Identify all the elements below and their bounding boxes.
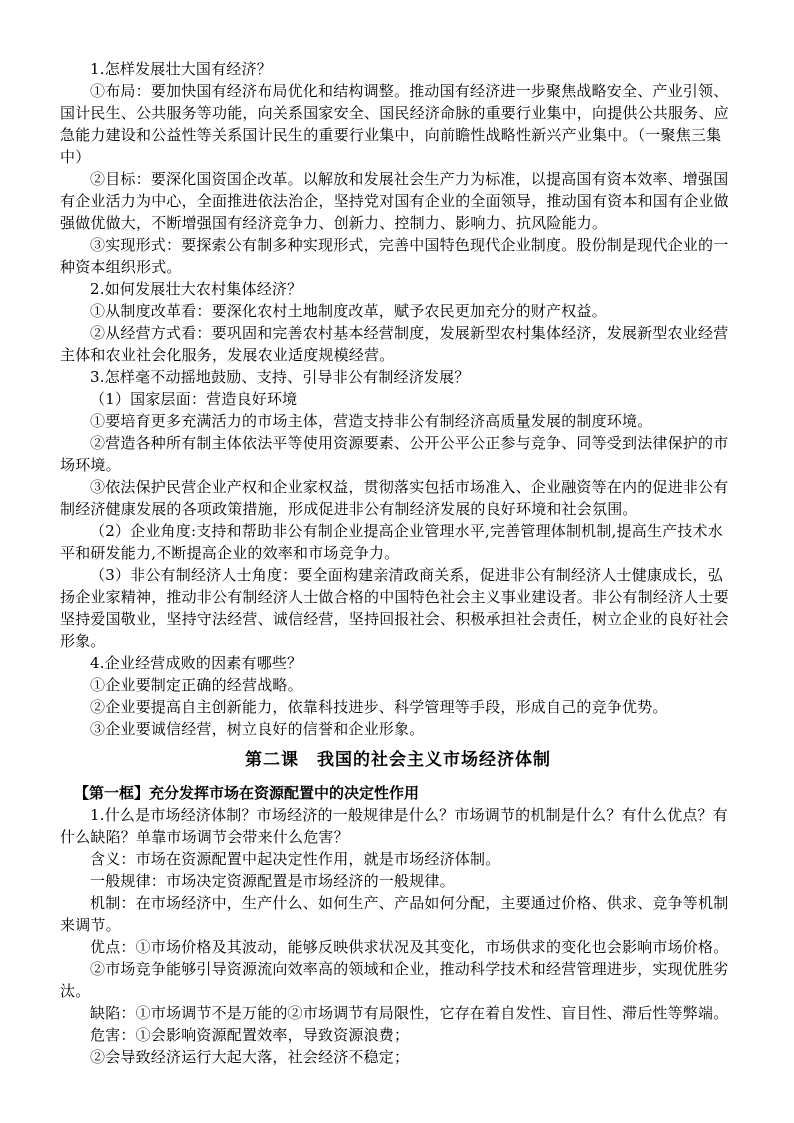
paragraph: （2）企业角度:支持和帮助非公有制企业提高企业管理水平,完善管理体制机制,提高生产技术水平和研发能力,不断提高企业的效率和市场竞争力。 bbox=[60, 522, 723, 562]
section-market-economy bbox=[60, 804, 736, 1068]
paragraph: （1）国家层面：营造良好环境 bbox=[90, 390, 298, 408]
paragraph: （3）非公有制经济人士角度：要全面构建亲清政商关系，促进非公有制经济人士健康成长，弘扬企业家精神，推动非公有制经济人士做合格的中国特色社会主义事业建设者。非公有制经济人士要坚持爱国敬业，坚持守法经营、诚信经营，坚持回报社会、积极承担社会责任，树立企业的良好社会形象。 bbox=[60, 566, 729, 650]
section-ownership-economy bbox=[60, 58, 736, 740]
paragraph: ②会导致经济运行大起大落，社会经济不稳定； bbox=[90, 1048, 410, 1066]
paragraph: ②目标：要深化国资国企改革。以解放和发展社会生产力为标准，以提高国有资本效率、增强国有企业活力为中心，全面推进依法治企，坚持党对国有企业的全面领导，推动国有资本和国有企业做强做优做大，不断增强国有经济竞争力、创新力、控制力、影响力、抗风险能力。 bbox=[60, 170, 729, 232]
paragraph: 1.怎样发展壮大国有经济？ bbox=[90, 60, 272, 78]
paragraph: 4.企业经营成败的因素有哪些？ bbox=[90, 654, 303, 672]
paragraph: 3.怎样毫不动摇地鼓励、支持、引导非公有制经济发展？ bbox=[90, 368, 470, 386]
paragraph: 危害：①会影响资源配置效率，导致资源浪费； bbox=[90, 1026, 410, 1044]
paragraph: 机制：在市场经济中，生产什么、如何生产、产品如何分配，主要通过价格、供求、竞争等机制来调节。 bbox=[60, 894, 729, 934]
document-page bbox=[60, 58, 736, 1068]
paragraph: 优点：①市场价格及其波动，能够反映供求状况及其变化，市场供求的变化也会影响市场价格。 bbox=[90, 938, 729, 956]
paragraph: ③企业要诚信经营，树立良好的信誉和企业形象。 bbox=[90, 720, 425, 738]
paragraph: 2.如何发展壮大农村集体经济？ bbox=[90, 280, 303, 298]
paragraph: ①布局：要加快国有经济布局优化和结构调整。推动国有经济进一步聚焦战略安全、产业引领、国计民生、公共服务等功能，向关系国家安全、国民经济命脉的重要行业集中，向提供公共服务、应急能力建设和公益性等关系国计民生的重要行业集中，向前瞻性战略性新兴产业集中。（一聚焦三集中） bbox=[60, 82, 729, 166]
paragraph: 缺陷：①市场调节不是万能的②市场调节有局限性，它存在着自发性、盲目性、滞后性等弊端。 bbox=[90, 1004, 729, 1022]
paragraph: 1.什么是市场经济体制？市场经济的一般规律是什么？市场调节的机制是什么？有什么优点？有什么缺陷？单靠市场调节会带来什么危害？ bbox=[60, 806, 728, 846]
paragraph: ③实现形式：要探索公有制多种实现形式，完善中国特色现代企业制度。股份制是现代企业的一种资本组织形式。 bbox=[60, 236, 729, 276]
paragraph: ③依法保护民营企业产权和企业家权益，贯彻落实包括市场准入、企业融资等在内的促进非公有制经济健康发展的各项政策措施，形成促进非公有制经济发展的良好环境和社会氛围。 bbox=[60, 478, 729, 518]
paragraph: ②市场竞争能够引导资源流向效率高的领域和企业，推动科学技术和经营管理进步，实现优胜劣汰。 bbox=[60, 960, 729, 1000]
lesson-title: 第二课 我国的社会主义市场经济体制 bbox=[245, 750, 551, 770]
paragraph: ②企业要提高自主创新能力，依靠科技进步、科学管理等手段，形成自己的竞争优势。 bbox=[90, 698, 668, 716]
paragraph: ②营造各种所有制主体依法平等使用资源要素、公开公平公正参与竞争、同等受到法律保护的市场环境。 bbox=[60, 434, 729, 474]
paragraph: 一般规律：市场决定资源配置是市场经济的一般规律。 bbox=[90, 872, 455, 890]
paragraph: ①企业要制定正确的经营战略。 bbox=[90, 676, 303, 694]
paragraph: ②从经营方式看：要巩固和完善农村基本经营制度，发展新型农村集体经济，发展新型农业经营主体和农业社会化服务，发展农业适度规模经营。 bbox=[60, 324, 729, 364]
paragraph: ①从制度改革看：要深化农村土地制度改革，赋予农民更加充分的财产权益。 bbox=[90, 302, 607, 320]
paragraph: 含义：市场在资源配置中起决定性作用，就是市场经济体制。 bbox=[90, 850, 501, 868]
paragraph: ①要培育更多充满活力的市场主体，营造支持非公有制经济高质量发展的制度环境。 bbox=[90, 412, 653, 430]
section-heading: 【第一框】充分发挥市场在资源配置中的决定性作用 bbox=[74, 784, 420, 802]
